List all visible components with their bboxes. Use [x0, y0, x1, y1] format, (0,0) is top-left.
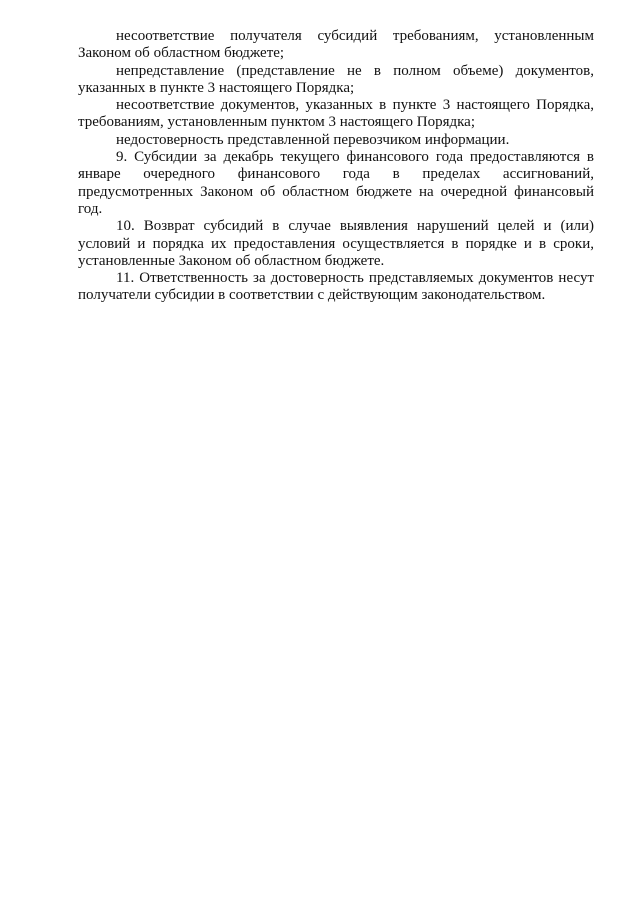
document-body	[78, 28, 594, 305]
clause-9-december-subsidies: 9. Субсидии за декабрь текущего финансового года предоставляются в январе очередного финансового года в пределах ассигнований, предусмотренных Законом об областном бюджете на очередной финансовый год.	[78, 149, 594, 217]
refusal-reason-documents-not-submitted: непредставление (представление не в полном объеме) документов, указанных в пункте 3 настоящего Порядка;	[78, 62, 594, 96]
clause-10-subsidy-refund: 10. Возврат субсидий в случае выявления нарушений целей и (или) условий и порядка их предоставления осуществляется в порядке и в сроки, установленные Законом об областном бюджете.	[78, 218, 594, 269]
clause-11-responsibility: 11. Ответственность за достоверность представляемых документов несут получатели субсидии в соответствии с действующим законодательством.	[78, 270, 594, 304]
refusal-reason-recipient-mismatch: несоответствие получателя субсидий требованиям, установленным Законом об областном бюджете;	[78, 28, 594, 62]
refusal-reason-documents-mismatch: несоответствие документов, указанных в пункте 3 настоящего Порядка, требованиям, установленным пунктом 3 настоящего Порядка;	[78, 97, 594, 131]
refusal-reason-false-information: недостоверность представленной перевозчиком информации.	[116, 131, 510, 148]
